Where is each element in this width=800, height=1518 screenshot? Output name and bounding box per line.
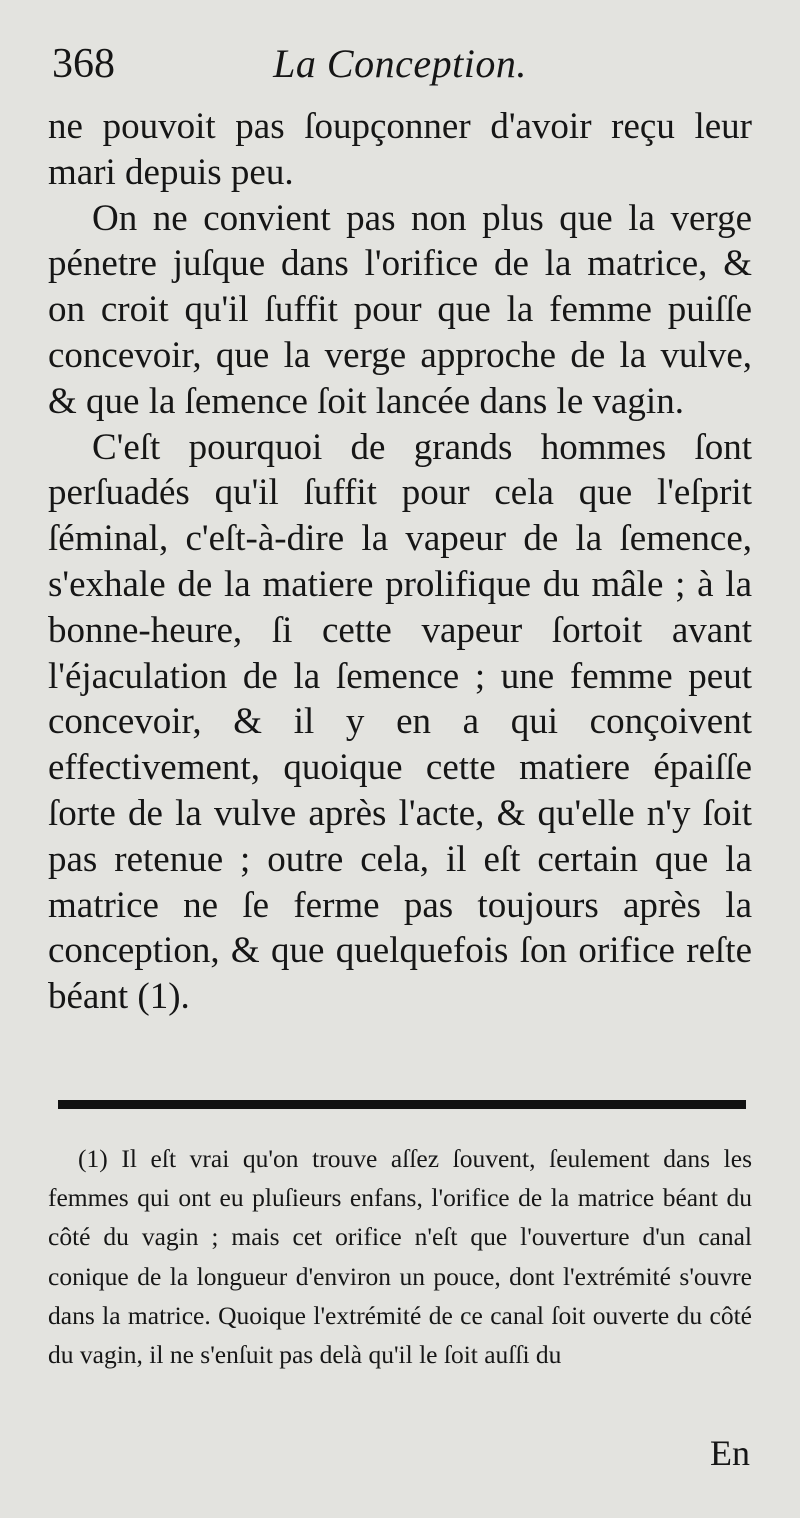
running-title: La Conception. bbox=[273, 41, 527, 86]
main-text bbox=[48, 104, 752, 1020]
footnote-text: (1) Il eſt vrai qu'on trouve aſſez ſouvent, ſeulement dans les femmes qui ont eu pluſieurs enfans, l'orifice de la matrice béant du côté du vagin ; mais cet orifice n'eſt que l'ouverture d'un canal conique de la longueur d'environ un pouce, dont l'extrémité s'ouvre dans la matrice. Quoique l'extrémité de ce canal ſoit ouverte du côté du vagin, il ne s'enſuit pas delà qu'il le ſoit auſſi du bbox=[48, 1144, 752, 1370]
catchword: En bbox=[710, 1433, 750, 1473]
paragraph: On ne convient pas non plus que la verge pénetre juſque dans l'orifice de la matrice, & on croit qu'il ſuffit pour que la femme puiſſe concevoir, que la verge approche de la vulve, & que la ſemence ſoit lancée dans le vagin. bbox=[48, 197, 752, 422]
paragraph-continuation: ne pouvoit pas ſoupçonner d'avoir reçu leur mari depuis peu. bbox=[48, 106, 752, 193]
footnote bbox=[48, 1139, 752, 1374]
page-header bbox=[50, 40, 750, 100]
footnote-divider bbox=[58, 1100, 746, 1109]
page-number: 368 bbox=[52, 41, 115, 87]
paragraph: C'eſt pourquoi de grands hommes ſont perſuadés qu'il ſuffit pour cela que l'eſprit ſéminal, c'eſt-à-dire la vapeur de la ſemence, s'exhale de la matiere prolifique du mâle ; à la bonne-heure, ſi cette vapeur ſortoit avant l'éjaculation de la ſemence ; une femme peut concevoir, & il y en a qui conçoivent effectivement, quoique cette matiere épaiſſe ſorte de la vulve après l'acte, & qu'elle n'y ſoit pas retenue ; outre cela, il eſt certain que la matrice ne ſe ferme pas toujours après la conception, & que quelquefois ſon orifice reſte béant (1). bbox=[48, 426, 752, 1018]
